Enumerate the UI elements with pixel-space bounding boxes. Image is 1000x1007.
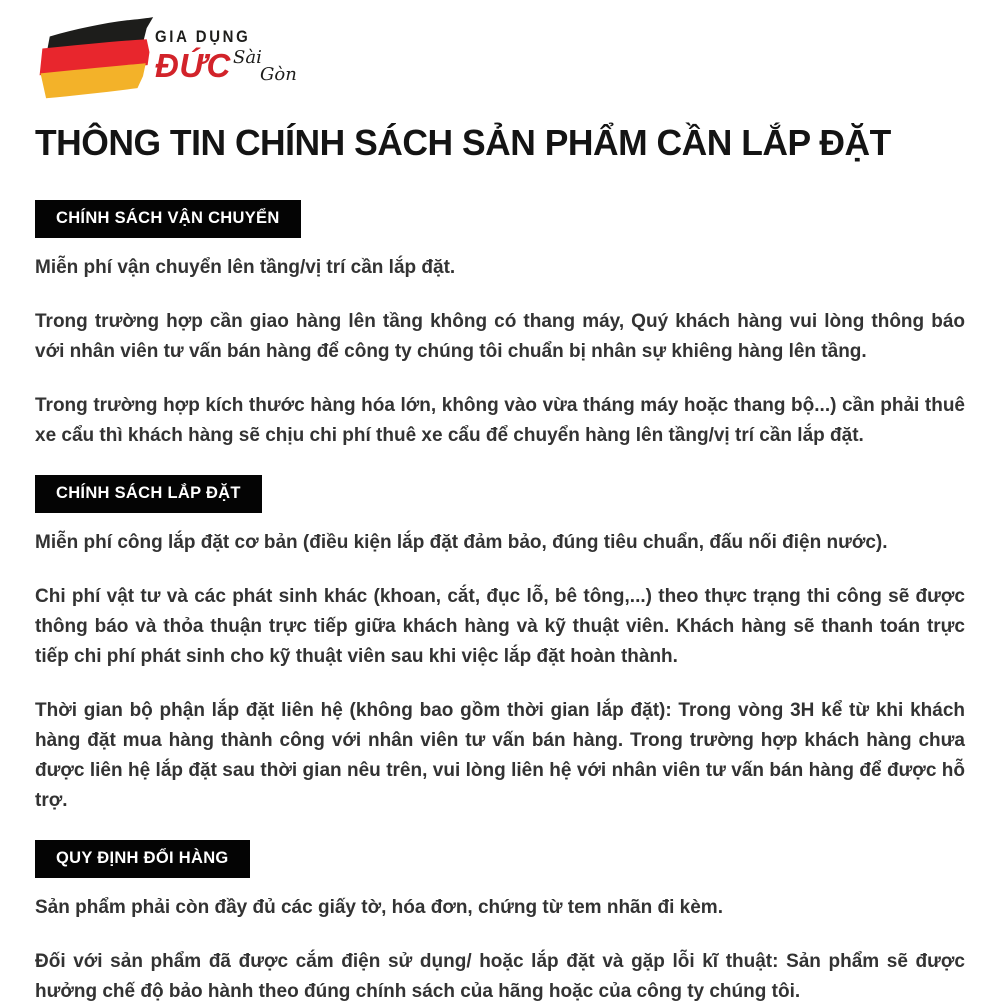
- paragraph: Trong trường hợp cần giao hàng lên tầng không có thang máy, Quý khách hàng vui lòng thông báo với nhân viên tư vấn bán hàng để công ty chúng tôi chuẩn bị nhân sự khiêng hàng lên tầng.: [35, 311, 965, 362]
- paragraph: Trong trường hợp kích thước hàng hóa lớn, không vào vừa tháng máy hoặc thang bộ...) cần phải thuê xe cẩu thì khách hàng sẽ chịu chi phí thuê xe cẩu để chuyển hàng lên tầng/vị trí cần lắp đặt.: [35, 395, 965, 446]
- section-exchange-rules: [35, 840, 965, 1007]
- section-installation-policy: [35, 475, 965, 816]
- brand-script-line1: Sài: [233, 47, 262, 68]
- section-heading-shipping: CHÍNH SÁCH VẬN CHUYỂN: [35, 200, 301, 238]
- paragraph: Thời gian bộ phận lắp đặt liên hệ (không bao gồm thời gian lắp đặt): Trong vòng 3H kể từ khi khách hàng đặt mua hàng thành công với nhân viên tư vấn bán hàng. Trong trường hợp khách hàng chưa được liên hệ lắp đặt sau thời gian nêu trên, vui lòng liên hệ với nhân viên tư vấn bán hàng để được hỗ trợ.: [35, 700, 965, 811]
- brand-script-line2: Gòn: [260, 64, 297, 85]
- brand-text: [155, 27, 335, 85]
- paragraph: Miễn phí vận chuyển lên tầng/vị trí cần lắp đặt.: [35, 257, 456, 278]
- brand-name-top: GIA DỤNG: [155, 27, 251, 46]
- page-title: THÔNG TIN CHÍNH SÁCH SẢN PHẨM CẦN LẮP ĐẶT: [35, 122, 891, 163]
- paragraph: Miễn phí công lắp đặt cơ bản (điều kiện lắp đặt đảm bảo, đúng tiêu chuẩn, đấu nối điện nước).: [35, 532, 888, 553]
- section-heading-exchange: QUY ĐỊNH ĐỔI HÀNG: [35, 840, 250, 878]
- section-heading-installation: CHÍNH SÁCH LẮP ĐẶT: [35, 475, 262, 513]
- brand-logo: [35, 12, 965, 108]
- paragraph: Đối với sản phẩm đã được cắm điện sử dụng/ hoặc lắp đặt và gặp lỗi kĩ thuật: Sản phẩm sẽ được hưởng chế độ bảo hành theo đúng chính sách của hãng hoặc của công ty chúng tôi.: [35, 951, 965, 1002]
- brand-name-script: [233, 49, 297, 83]
- brand-name-main: ĐỨC: [155, 47, 231, 84]
- paragraph: Sản phẩm phải còn đầy đủ các giấy tờ, hóa đơn, chứng từ tem nhãn đi kèm.: [35, 897, 723, 918]
- german-flag-icon: [35, 14, 155, 106]
- section-shipping-policy: [35, 200, 965, 451]
- paragraph: Chi phí vật tư và các phát sinh khác (khoan, cắt, đục lỗ, bê tông,...) theo thực trạng thi công sẽ được thông báo và thỏa thuận trực tiếp giữa khách hàng và kỹ thuật viên. Khách hàng sẽ thanh toán trực tiếp chi phí phát sinh cho kỹ thuật viên sau khi việc lắp đặt hoàn thành.: [35, 586, 965, 667]
